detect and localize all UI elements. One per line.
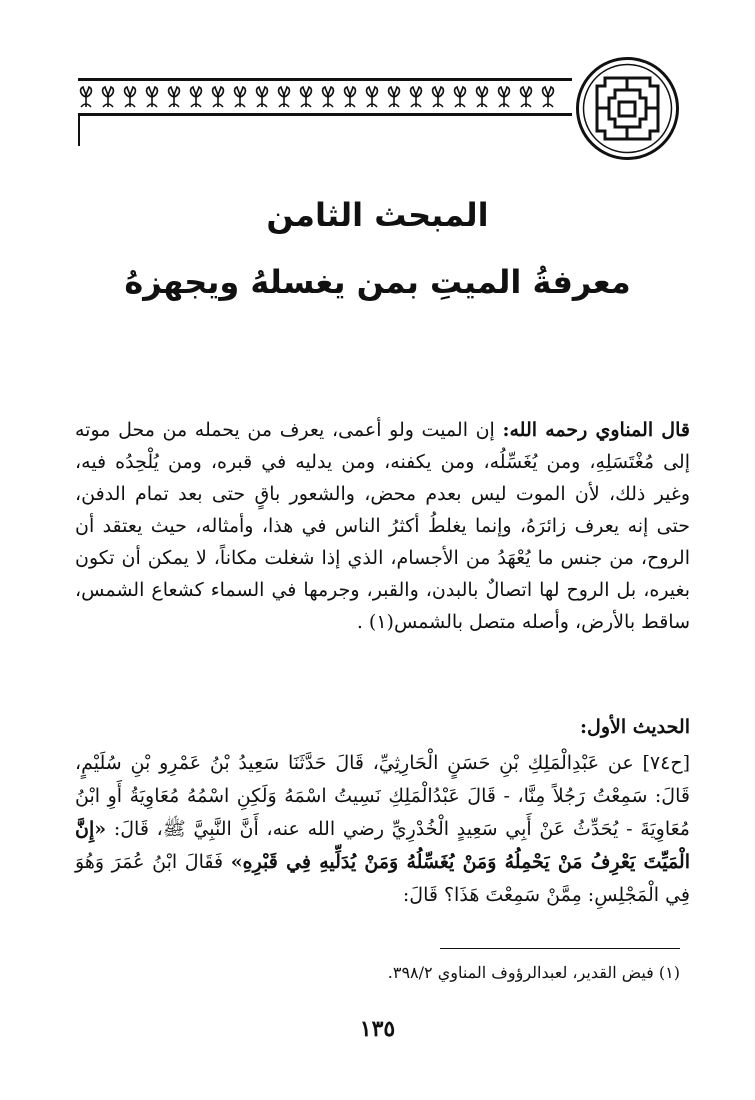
hadith-tail: فَقَالَ ابْنُ عُمَرَ وَهُوَ فِي الْمَجْلِسِ: مِمَّنْ سَمِعْتَ هَذَا؟ قَالَ: — [75, 851, 690, 906]
section-subtitle: معرفةُ الميتِ بمن يغسلهُ ويجهزهُ — [124, 263, 631, 301]
ornamental-header-band — [78, 78, 572, 116]
section-title: المبحث الثامن — [266, 196, 489, 234]
hadith-text: [ح٧٤] عن عَبْدِالْمَلِكِ بْنِ حَسَنٍ الْحَارِثِيِّ، قَالَ حَدَّثَنَا سَعِيدُ بْنُ عَمْرِو بْنِ سُلَيْمٍ، قَالَ: سَمِعْتُ رَجُلاً مِنَّا، - قَالَ عَبْدُالْمَلِكِ نَسِيتُ اسْمَهُ وَلَكِنِ اسْمُهُ مُعَاوِيَةُ أَوِ ابْنُ مُعَاوِيَةَ - يُحَدِّثُ عَنْ أَبِي سَعِيدٍ الْخُدْرِيِّ رضي الله عنه، أَنَّ النَّبِيَّ ﷺ، قَالَ: — [75, 752, 690, 840]
footnote-divider — [440, 948, 680, 949]
frame-left-line — [78, 114, 80, 146]
hadith-quote: «إِنَّ الْمَيِّتَ يَعْرِفُ مَنْ يَحْمِلُهُ وَمَنْ يُغَسِّلُهُ وَمَنْ يُدَلِّيهِ فِي قَبْرِهِ» — [75, 818, 691, 873]
footnote: (١) فيض القدير، لعبدالرؤوف المناوي ٣٩٨/٢. — [387, 963, 680, 982]
page-number: ١٣٥ — [359, 1016, 396, 1042]
geometric-medallion-ornament — [575, 56, 680, 161]
frame-top-line — [78, 114, 570, 116]
speaker-label: قال المناوي رحمه الله: — [502, 419, 690, 441]
hadith-heading: الحديث الأول: — [580, 716, 690, 738]
body-paragraph — [75, 414, 690, 638]
tulip-border-ornament — [78, 81, 572, 113]
hadith-paragraph — [75, 747, 690, 912]
paragraph-text: إن الميت ولو أعمى، يعرف من يحمله من محل موته إلى مُغْتَسَلِهِ، ومن يُغَسِّلُه، ومن يكفنه، ومن يدليه في قبره، ومن يُلْحِدُه فيه، وغير ذلك، لأن الموت ليس بعدم محض، والشعور باقٍ حتى بعد تمام الدفن، حتى إنه يعرف زائرَهُ، وإنما يغلطُ أكثرُ الناس في هذا، وأمثاله، حيث يعتقد أن الروح، من جنس ما يُعْهَدُ من الأجسام، الذي إذا شغلت مكاناً، لا يمكن أن تكون بغيره، بل الروح لها اتصالٌ بالبدن، والقبر، وجرمها في السماء كشعاع الشمس، ساقط بالأرض، وأصله متصل بالشمس(١) . — [75, 419, 690, 633]
